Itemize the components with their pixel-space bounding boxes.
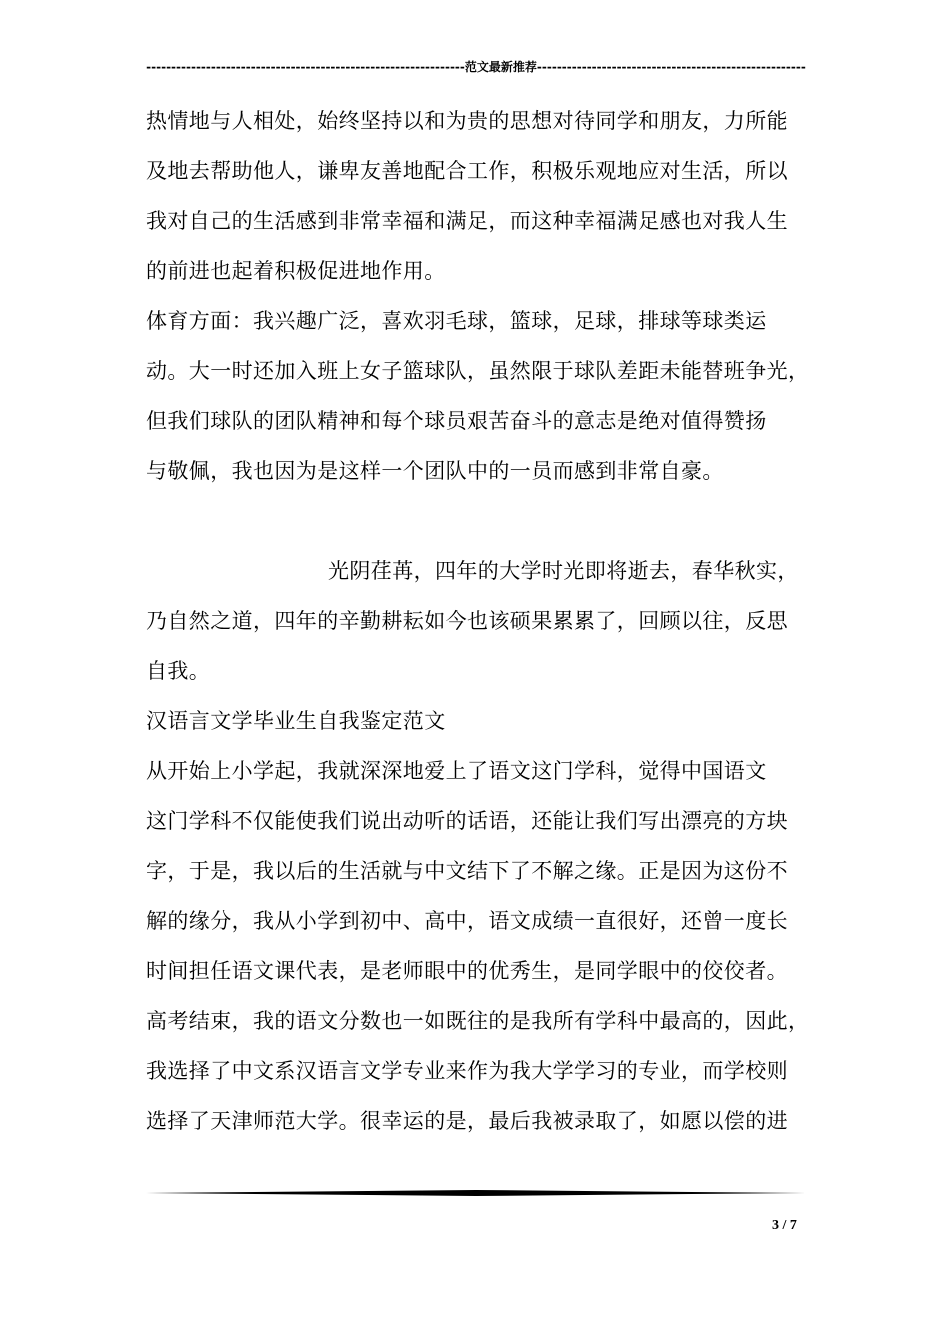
body-line-18: 高考结束，我的语文分数也一如既往的是我所有学科中最高的，因此， (146, 1009, 810, 1033)
body-line-7: 但我们球队的团队精神和每个球员艰苦奋斗的意志是绝对值得赞扬 (146, 409, 767, 433)
body-line-4: 的前进也起着积极促进地作用。 (146, 259, 446, 283)
body-line-9: 光阴荏苒，四年的大学时光即将逝去，春华秋实， (328, 559, 799, 583)
body-line-19: 我选择了中文系汉语言文学专业来作为我大学学习的专业，而学校则 (146, 1059, 788, 1083)
section-title: 汉语言文学毕业生自我鉴定范文 (146, 709, 446, 733)
page-header: ----------------------------------------------------------------范文最新推荐------------------------------------------------------ (146, 60, 806, 74)
body-line-1: 热情地与人相处，始终坚持以和为贵的思想对待同学和朋友，力所能 (146, 109, 788, 133)
body-line-16: 解的缘分，我从小学到初中、高中，语文成绩一直很好，还曾一度长 (146, 909, 788, 933)
body-line-11: 自我。 (146, 659, 211, 683)
body-line-5: 体育方面：我兴趣广泛，喜欢羽毛球，篮球，足球，排球等球类运 (146, 309, 767, 333)
body-line-6: 动。大一时还加入班上女子篮球队，虽然限于球队差距未能替班争光， (146, 359, 810, 383)
body-line-14: 这门学科不仅能使我们说出动听的话语，还能让我们写出漂亮的方块 (146, 809, 788, 833)
page-number: 3 / 7 (772, 1218, 797, 1233)
footer-divider (146, 1190, 806, 1196)
body-line-2: 及地去帮助他人，谦卑友善地配合工作，积极乐观地应对生活，所以 (146, 159, 788, 183)
body-line-8: 与敬佩，我也因为是这样一个团队中的一员而感到非常自豪。 (146, 459, 724, 483)
body-line-15: 字，于是，我以后的生活就与中文结下了不解之缘。正是因为这份不 (146, 859, 788, 883)
body-line-13: 从开始上小学起，我就深深地爱上了语文这门学科，觉得中国语文 (146, 759, 767, 783)
body-line-17: 时间担任语文课代表，是老师眼中的优秀生，是同学眼中的佼佼者。 (146, 959, 788, 983)
body-line-10: 乃自然之道，四年的辛勤耕耘如今也该硕果累累了，回顾以往，反思 (146, 609, 788, 633)
body-line-3: 我对自己的生活感到非常幸福和满足，而这种幸福满足感也对我人生 (146, 209, 788, 233)
body-line-20: 选择了天津师范大学。很幸运的是，最后我被录取了，如愿以偿的进 (146, 1109, 788, 1133)
